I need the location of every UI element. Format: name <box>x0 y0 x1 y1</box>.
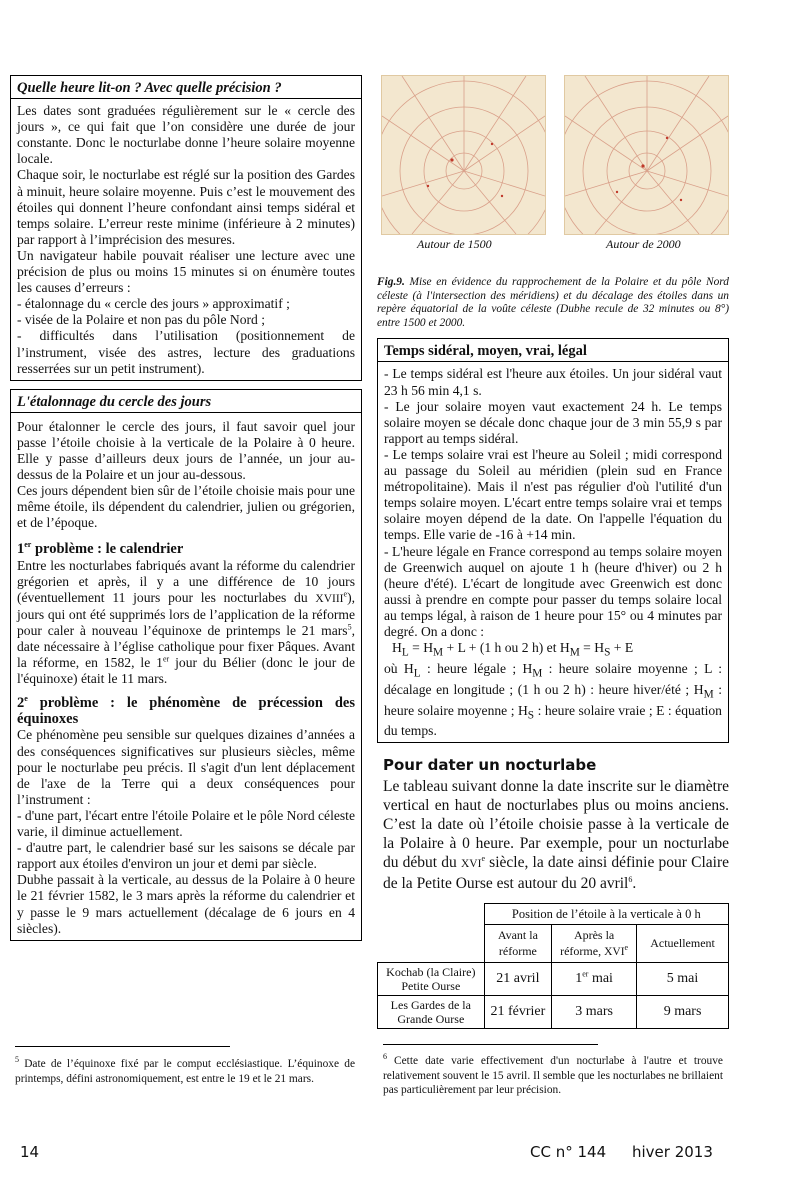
dates-table <box>377 903 729 1029</box>
paragraph: Les dates sont graduées régulièrement sur le « cercle des jours », ce qui fait que l’on considère une durée de jour constante. Donc le nocturlabe donne l’heure solaire moyenne locale. <box>17 103 355 167</box>
star-map-svg <box>382 76 545 234</box>
figure-label-2000: Autour de 2000 <box>606 237 681 251</box>
table-cell: 1er mai <box>552 962 637 995</box>
time-definitions-title: Temps sidéral, moyen, vrai, légal <box>378 343 728 362</box>
paragraph: Chaque soir, le nocturlabe est réglé sur la position des Gardes à minuit, heure solaire moyenne. Puis c’est le mouvement des étoiles qui donnent l’heure confondant ainsi temps sidéral et temps solaire. L’erreur reste minime (inférieure à 2 minutes) par rapport à l’imprécision des mesures. <box>17 167 355 247</box>
table-cell: 3 mars <box>552 995 637 1028</box>
table-cell: 21 avril <box>484 962 551 995</box>
paragraph: Ces jours dépendent bien sûr de l’étoile choisie mais pour une même étoile, ils dépendent du calendrier, julien ou grégorien, et de l’époque. <box>17 483 355 531</box>
paragraph: Un navigateur habile pouvait réaliser une lecture avec une précision de plus ou moins 15 minutes si on énumère toutes les causes d’erreurs : <box>17 247 355 296</box>
star-map-svg <box>565 76 728 234</box>
paragraph: Pour étalonner le cercle des jours, il faut savoir quel jour passe l’étoile choisie à la verticale de la Polaire à 0 heure. Elle y passe d’ailleurs deux jours de l’année, un jour au-dessus de la Polaire et un jour au-dessous. <box>17 418 355 483</box>
calibration-box <box>10 389 362 941</box>
paragraph: Entre les nocturlabes fabriqués avant la réforme du calendrier grégorien et après, il y a une différence de 10 jours (éventuellement 11 jours pour les nocturlabes du XVIIIe), jours qui ont été supprimés lors de l’application de la réforme pour caler à nouveau l’équinoxe de printemps le 21 mars$^5$, date nécessaire à l’église catholique pour fixer Pâques. Avant la réforme, en 1582, le 1er jour du Bélier (donc le jour de l'équinoxe) était le 11 mars. <box>17 557 356 687</box>
right-column <box>377 75 729 1029</box>
bullet-item: - visée de la Polaire et non pas du pôle Nord ; <box>17 312 266 328</box>
paragraph: - d'autre part, le calendrier basé sur les saisons se décale par rapport aux étoiles d'environ un jour et demi par siècle. <box>17 840 355 872</box>
paragraph: Ce phénomène peu sensible sur quelques dizaines d’années a des conséquences significatives sur plusieurs siècles, même pour le nocturlabe peu précis. Il s'agit d'un lent déplacement de l'axe de la Terre qui a deux conséquences pour l’instrument : <box>17 727 355 807</box>
figure-caption: Fig.9. Mise en évidence du rapprochement de la Polaire et du pôle Nord céleste (à l'intersection des méridiens) et du décalage des étoiles dans un repère équatorial de la voûte céleste (Dubhe recule de 32 minutes ou 8°) entre 1500 et 2000. <box>377 276 729 329</box>
footnote-5: $^5$ Date de l’équinoxe fixé par le comput ecclésiastique. L’équinoxe de printemps, défini astronomiquement, est entre le 19 et le 21 mars. <box>15 1055 355 1085</box>
problem-1-heading: 1er problème : le calendrier <box>17 540 184 558</box>
paragraph: - d'une part, l'écart entre l'étoile Polaire et le pôle Nord céleste varie, il diminue actuellement. <box>17 807 355 840</box>
calibration-title: L'étalonnage du cercle des jours <box>11 394 361 413</box>
left-column <box>10 75 362 941</box>
paragraph: - Le jour solaire moyen vaut exactement 24 h. Le temps solaire moyen se décale donc chaque jour de 3 min 55,9 s par rapport au temps sidéral. <box>384 398 722 446</box>
star-map-2000 <box>564 75 729 235</box>
row-header: Kochab (la Claire) Petite Ourse <box>378 962 485 995</box>
row-header: Les Gardes de la Grande Ourse <box>378 995 485 1028</box>
paragraph: - Le temps sidéral est l'heure aux étoiles. Un jour sidéral vaut 23 h 56 min 4,1 s. <box>384 366 722 398</box>
issue-number: CC n° 144 <box>530 1143 607 1161</box>
bullet-item: - étalonnage du « cercle des jours » approximatif ; <box>17 296 290 312</box>
bullet-item: - difficultés dans l’utilisation (positionnement de l’instrument, visée des astres, lecture des graduations resserrées sur un petit instrument). <box>17 328 355 376</box>
precision-title: Quelle heure lit-on ? Avec quelle précision ? <box>11 80 361 99</box>
section-paragraph: Le tableau suivant donne la date inscrite sur le diamètre vertical en haut de nocturlabes plus ou moins anciens. C’est la date où l’étoile choisie passe à la verticale de la Polaire à 0 heure. Par exemple, pour un nocturlabe du début du XVIe siècle, la date ainsi définie pour Claire de la Petite Ourse est autour du 20 avril$^6$. <box>383 777 729 892</box>
paragraph: Dubhe passait à la verticale, au dessus de la Polaire à 0 heure le 21 février 1582, le 3 mars après la réforme du calendrier et y passe le 9 mars actuellement (décalage de 6 jours en 4 siècles). <box>17 872 355 936</box>
footnote-divider <box>15 1046 230 1047</box>
table-cell: 5 mai <box>637 962 729 995</box>
table-cell: 21 février <box>484 995 551 1028</box>
table-row <box>378 995 729 1028</box>
section-heading: Pour dater un nocturlabe <box>383 756 597 775</box>
page-number: 14 <box>20 1143 40 1161</box>
table-row <box>378 962 729 995</box>
precision-box <box>10 75 362 381</box>
figure-label-1500: Autour de 1500 <box>417 237 492 251</box>
footnote-divider <box>383 1044 598 1045</box>
column-header: Après la réforme, XVIe <box>552 924 637 962</box>
star-map-1500 <box>381 75 546 235</box>
formula-definitions: où $H_L$ : heure légale ; $H_M$ : heure solaire moyenne ; L : décalage en longitude ; (1 h ou 2 h) : heure hiver/été ; $H_M$ : heure solaire moyenne ; $H_S$ : heure solaire vraie ; E : équation du temps. <box>384 660 722 739</box>
column-header: Avant la réforme <box>484 924 551 962</box>
figure-9 <box>377 75 729 270</box>
table-cell: 9 mars <box>637 995 729 1028</box>
paragraph: - Le temps solaire vrai est l'heure au Soleil ; midi correspond au passage du Soleil au méridien (plein sud en France métropolitaine). Mais il n'est pas régulier d'où l'utilité d'un temps solaire moyen. L'écart entre temps solaire vrai et temps solaire moyen dépend de la date. On l'appelle l'équation du temps. Elle varie de -16 à +14 min. <box>384 446 722 543</box>
footnote-6: $^6$ Cette date varie effectivement d'un nocturlabe à l'autre et trouve relativement souvent le 15 avril. Il semble que les nocturlabes ne brillaient pas particulièrement par leur précision. <box>383 1052 723 1096</box>
problem-2-heading: 2e problème : le phénomène de précession des équinoxes <box>17 694 355 728</box>
issue-season: hiver 2013 <box>632 1143 713 1161</box>
time-definitions-box <box>377 338 729 743</box>
column-header: Actuellement <box>637 924 729 962</box>
paragraph: - L'heure légale en France correspond au temps solaire moyen de Greenwich auquel on ajoute 1 h (heure d'hiver) ou 2 h (heure d'été). L'écart de longitude avec Greenwich est donc aussi à prendre en compte pour passer du temps solaire local au temps légal, à raison de 1 heure pour 15° ou 4 minutes par degré. On a donc : <box>384 543 722 639</box>
formula: $H_L = H_M + L + (1$ h ou 2 h) et $H_M = H_S + E$ <box>392 640 634 659</box>
table-group-header: Position de l’étoile à la verticale à 0 h <box>484 903 728 924</box>
